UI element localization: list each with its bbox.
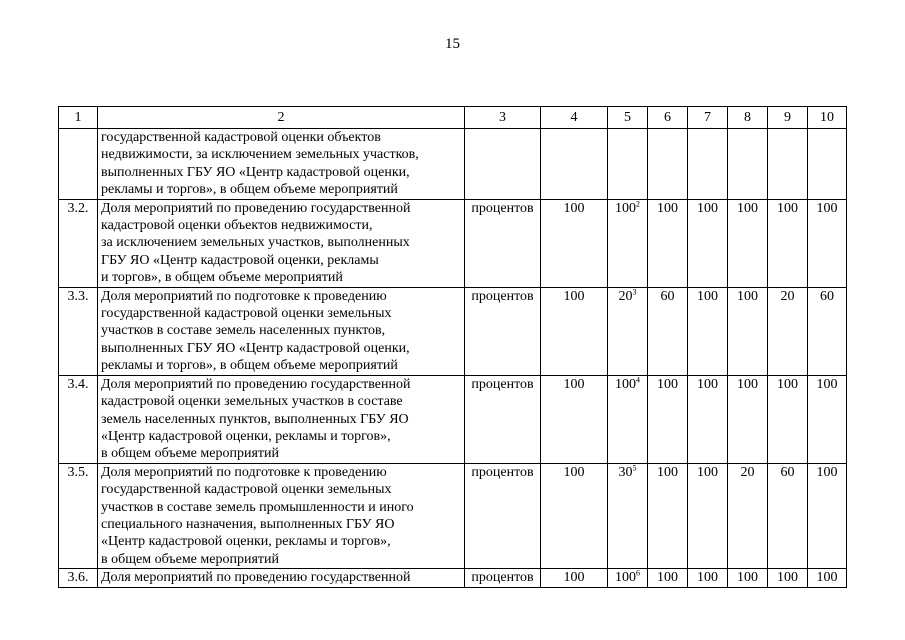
table-header-row	[59, 107, 847, 129]
value-col-6: 60	[648, 287, 688, 375]
value-col-5-number: 100	[615, 570, 636, 586]
value-col-5	[608, 287, 648, 375]
value-col-7: 100	[688, 199, 728, 287]
row-number: 3.4.	[59, 375, 98, 463]
value-col-6: 100	[648, 463, 688, 568]
value-col-4: 100	[541, 199, 608, 287]
unit-of-measure	[465, 129, 541, 200]
table-row	[59, 375, 847, 463]
row-number: 3.5.	[59, 463, 98, 568]
value-col-8: 100	[728, 375, 768, 463]
value-col-5	[608, 375, 648, 463]
unit-of-measure: процентов	[465, 569, 541, 587]
unit-of-measure: процентов	[465, 375, 541, 463]
value-col-10: 100	[808, 375, 847, 463]
value-col-7: 100	[688, 463, 728, 568]
value-col-9: 100	[768, 569, 808, 587]
value-col-8: 100	[728, 287, 768, 375]
value-col-5	[608, 199, 648, 287]
row-number: 3.2.	[59, 199, 98, 287]
indicator-name: Доля мероприятий по проведению государственной кадастровой оценки земельных участков в составе земель населенных пунктов, выполненных ГБУ ЯО «Центр кадастровой оценки, рекламы и торгов», в общем объеме мероприятий	[98, 375, 465, 463]
value-col-6: 100	[648, 199, 688, 287]
value-col-9: 20	[768, 287, 808, 375]
value-col-4: 100	[541, 463, 608, 568]
header-cell-3: 3	[465, 107, 541, 129]
table-row	[59, 129, 847, 200]
header-cell-9: 9	[768, 107, 808, 129]
footnote-marker: 6	[636, 568, 640, 578]
value-col-5-number: 100	[615, 376, 636, 392]
value-col-8	[728, 129, 768, 200]
value-col-10: 100	[808, 463, 847, 568]
value-col-7: 100	[688, 375, 728, 463]
table-row	[59, 569, 847, 587]
value-col-5-number: 100	[615, 200, 636, 216]
value-col-9: 100	[768, 375, 808, 463]
header-cell-1: 1	[59, 107, 98, 129]
value-col-8: 100	[728, 569, 768, 587]
row-number	[59, 129, 98, 200]
value-col-7: 100	[688, 287, 728, 375]
value-col-4: 100	[541, 375, 608, 463]
value-col-5-number: 20	[618, 288, 633, 304]
unit-of-measure: процентов	[465, 463, 541, 568]
header-cell-8: 8	[728, 107, 768, 129]
footnote-marker: 2	[636, 199, 640, 208]
value-col-8: 100	[728, 199, 768, 287]
row-number: 3.3.	[59, 287, 98, 375]
header-cell-7: 7	[688, 107, 728, 129]
value-col-4	[541, 129, 608, 200]
value-col-10: 100	[808, 569, 847, 587]
page-number: 15	[445, 36, 460, 52]
value-col-5-number: 30	[618, 464, 633, 480]
value-col-5	[608, 569, 648, 587]
table-row	[59, 463, 847, 568]
header-cell-4: 4	[541, 107, 608, 129]
value-col-4: 100	[541, 287, 608, 375]
value-col-5	[608, 463, 648, 568]
table-row	[59, 199, 847, 287]
indicator-name: Доля мероприятий по проведению государственной кадастровой оценки объектов недвижимости, за исключением земельных участков, выполненных ГБУ ЯО «Центр кадастровой оценки, рекламы и торгов», в общем объеме мероприятий	[98, 199, 465, 287]
value-col-9	[768, 129, 808, 200]
value-col-9: 60	[768, 463, 808, 568]
indicator-name: государственной кадастровой оценки объектов недвижимости, за исключением земельных участков, выполненных ГБУ ЯО «Центр кадастровой оценки, рекламы и торгов», в общем объеме мероприятий	[98, 129, 465, 200]
value-col-5	[608, 129, 648, 200]
value-col-6	[648, 129, 688, 200]
header-cell-6: 6	[648, 107, 688, 129]
unit-of-measure: процентов	[465, 287, 541, 375]
indicator-name: Доля мероприятий по подготовке к проведению государственной кадастровой оценки земельных участков в составе земель населенных пунктов, выполненных ГБУ ЯО «Центр кадастровой оценки, рекламы и торгов», в общем объеме мероприятий	[98, 287, 465, 375]
header-cell-2: 2	[98, 107, 465, 129]
footnote-marker: 5	[632, 463, 637, 473]
footnote-marker: 3	[632, 287, 637, 296]
header-cell-5: 5	[608, 107, 648, 129]
value-col-10: 60	[808, 287, 847, 375]
value-col-9: 100	[768, 199, 808, 287]
value-col-7	[688, 129, 728, 200]
indicators-table	[58, 106, 847, 588]
value-col-10	[808, 129, 847, 200]
value-col-7: 100	[688, 569, 728, 587]
value-col-6: 100	[648, 375, 688, 463]
unit-of-measure: процентов	[465, 199, 541, 287]
value-col-10: 100	[808, 199, 847, 287]
value-col-4: 100	[541, 569, 608, 587]
indicator-name: Доля мероприятий по подготовке к проведению государственной кадастровой оценки земельных участков в составе земель промышленности и иного специального назначения, выполненных ГБУ ЯО «Центр кадастровой оценки, рекламы и торгов», в общем объеме мероприятий	[98, 463, 465, 568]
value-col-8: 20	[728, 463, 768, 568]
indicator-name: Доля мероприятий по проведению государственной	[98, 569, 465, 587]
header-cell-10: 10	[808, 107, 847, 129]
footnote-marker: 4	[636, 375, 640, 385]
value-col-6: 100	[648, 569, 688, 587]
table-body	[59, 107, 847, 588]
table-row	[59, 287, 847, 375]
row-number: 3.6.	[59, 569, 98, 587]
